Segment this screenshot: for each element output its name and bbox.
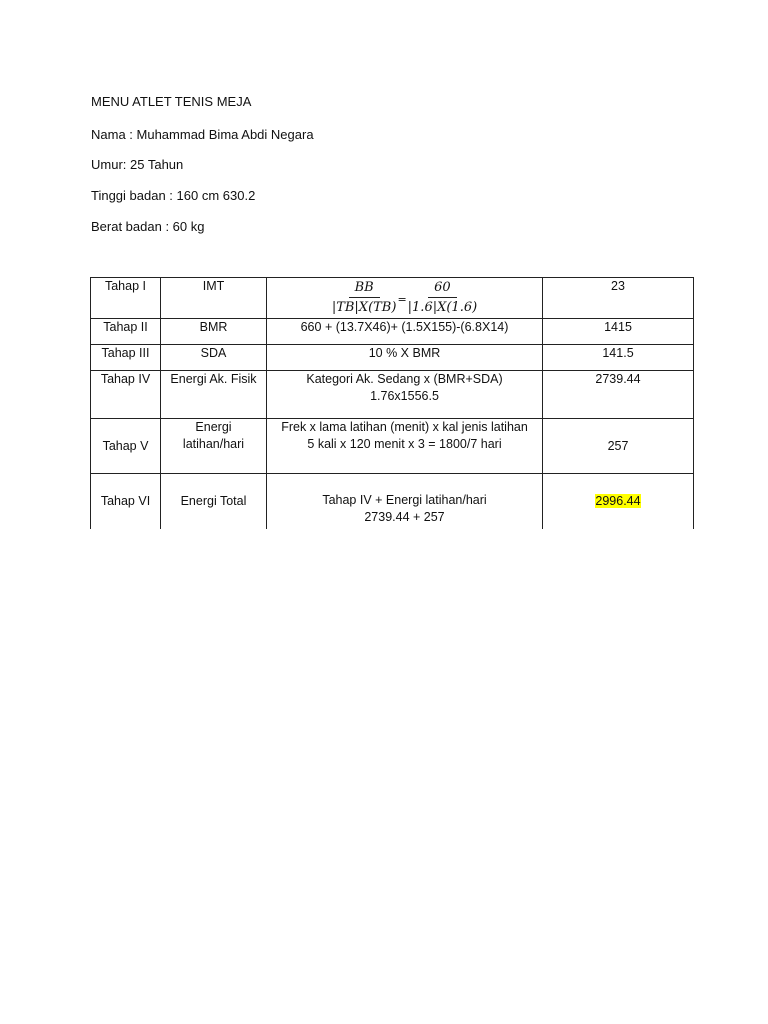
energy-calculation-table — [90, 277, 694, 529]
formula-line: 2739.44 + 257 — [364, 510, 445, 525]
formula-line: Frek x lama latihan (menit) x kal jenis latihan — [281, 420, 528, 434]
formula-line: 5 kali x 120 menit x 3 = 1800/7 hari — [307, 437, 502, 451]
table-row — [91, 345, 694, 371]
result-cell: 257 — [543, 419, 694, 474]
athlete-age: Umur: 25 Tahun — [91, 157, 184, 172]
stage-cell: Tahap IV — [91, 371, 161, 419]
result-cell: 23 — [543, 278, 694, 319]
stage-cell: Tahap II — [91, 319, 161, 345]
formula-line: Kategori Ak. Sedang x (BMR+SDA) — [306, 372, 503, 386]
athlete-name: Nama : Muhammad Bima Abdi Negara — [91, 127, 314, 142]
stage-cell: Tahap V — [91, 419, 161, 474]
step-name-cell: BMR — [161, 319, 267, 345]
table-row — [91, 278, 694, 319]
step-name-line: Energi — [195, 420, 232, 434]
fraction-left — [332, 279, 397, 316]
result-cell: 141.5 — [543, 345, 694, 371]
fraction-numerator: 60 — [428, 279, 457, 298]
step-name-cell — [161, 419, 267, 474]
formula-cell — [267, 371, 543, 419]
fraction-right — [408, 279, 478, 316]
table-row — [91, 419, 694, 474]
document-title: MENU ATLET TENIS MEJA — [91, 94, 252, 109]
step-name-cell: Energi Ak. Fisik — [161, 371, 267, 419]
equals-sign: = — [397, 293, 407, 306]
athlete-height: Tinggi badan : 160 cm 630.2 — [91, 188, 256, 203]
fraction-denominator: |TB|X(TB) — [331, 300, 397, 315]
result-cell — [543, 474, 694, 529]
formula-cell: 660 + (13.7X46)+ (1.5X155)-(6.8X14) — [267, 319, 543, 345]
table-row — [91, 474, 694, 529]
table-row — [91, 371, 694, 419]
stage-cell: Tahap VI — [91, 474, 161, 529]
step-name-cell: SDA — [161, 345, 267, 371]
step-name-cell: IMT — [161, 278, 267, 319]
formula-cell: 10 % X BMR — [267, 345, 543, 371]
step-name-cell: Energi Total — [161, 474, 267, 529]
result-cell: 1415 — [543, 319, 694, 345]
step-name-line: latihan/hari — [182, 437, 245, 451]
athlete-weight: Berat badan : 60 kg — [91, 219, 205, 234]
stage-cell: Tahap III — [91, 345, 161, 371]
formula-cell — [267, 419, 543, 474]
table-row — [91, 319, 694, 345]
formula-line: Tahap IV + Energi latihan/hari — [322, 493, 487, 508]
fraction-denominator: |1.6|X(1.6) — [407, 300, 478, 315]
formula-cell — [267, 474, 543, 529]
formula-line: 1.76x1556.5 — [370, 389, 439, 403]
stage-cell: Tahap I — [91, 278, 161, 319]
fraction-numerator: BB — [349, 279, 380, 298]
imt-formula — [332, 279, 477, 316]
total-energy-highlight: 2996.44 — [595, 493, 641, 508]
result-cell: 2739.44 — [543, 371, 694, 419]
formula-cell — [267, 278, 543, 319]
